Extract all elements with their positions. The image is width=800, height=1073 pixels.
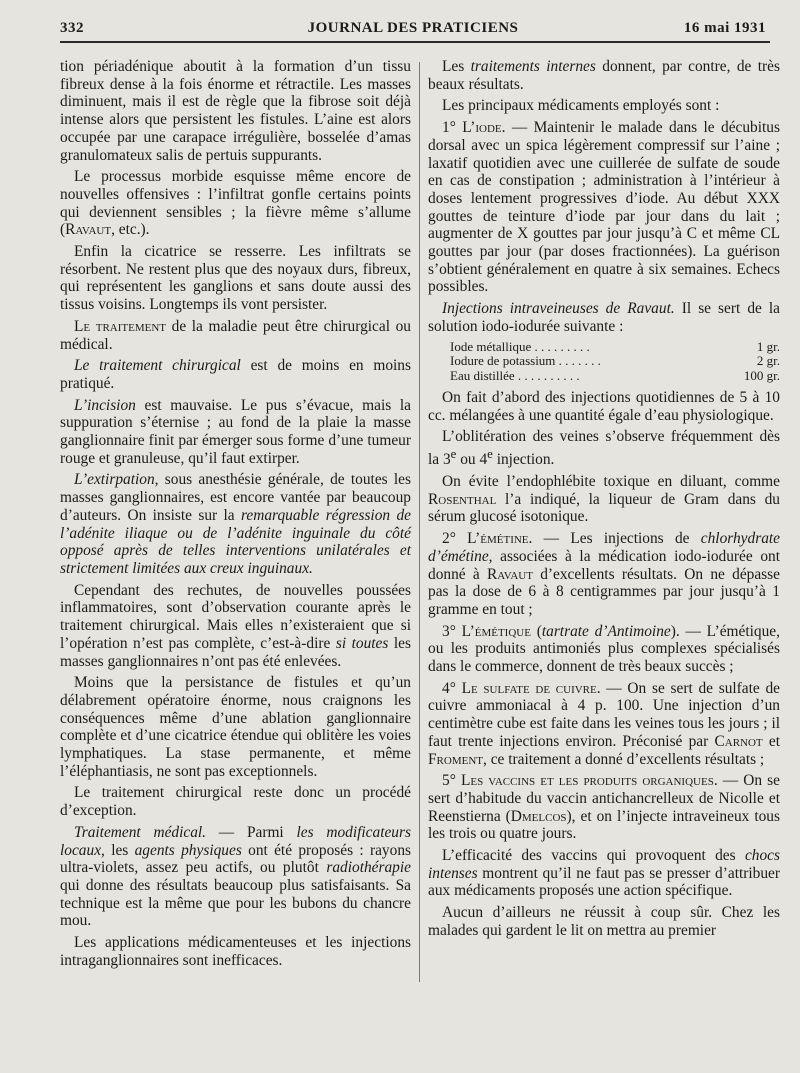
paragraph: Moins que la persistance de fistules et qu’un délabrement opératoire énorme, nous craignons les conséquences même d’une ablation ganglionnaire complète et d’une cicatrice étendue qui oblitère les voies lymphatiques. La stase permanente, et même l’éléphantiasis, ne sont pas exceptionnels. [60,674,411,780]
paragraph: Le traitement chirurgical est de moins en moins pratiqué. [60,357,411,392]
section-heading: L’émétine. [467,530,533,548]
author-name: Ravaut [65,221,112,239]
paragraph: Les principaux médicaments employés sont : [442,97,720,115]
paragraph: On évite l’endophlébite toxique en diluant, comme Rosenthal l’a indiqué, la liqueur de Gram dans du sérum glucosé isotonique. [428,472,780,526]
paragraph: L’extirpation, sous anesthésie générale, de toutes les masses ganglionnaires, est encore vantée par beaucoup d’auteurs. On insiste sur la remarquable régression de l’adénite iliaque ou de l’adénite inguinale du côté opposé après de telles interventions unilatérales et strictement limitées aux creux inguinaux. [60,471,411,577]
paragraph: Le processus morbide esquisse même encore de nouvelles offensives : l’infiltrat gonfle certains points qui deviennent sensibles ; la fièvre même s’allume (Ravaut, etc.). [60,168,411,239]
right-column [428,58,780,944]
section-heading: Le traitement [74,317,167,335]
paragraph: L’incision est mauvaise. Le pus s’évacue, mais la suppuration s’éternise ; au fond de la plaie la masse ganglionnaire finit par émerger sous forme d’une tumeur rouge et granuleuse, qu’il faut extirper. [60,396,411,467]
paragraph: Les applications médicamenteuses et les injections intraganglionnaires sont inefficaces. [60,934,411,969]
section-heading: Les vaccins et les produits organiques. [460,772,718,790]
page-number: 332 [60,20,84,36]
paragraph: On fait d’abord des injections quotidiennes de 5 à 10 cc. mélangées à une quantité égale d’eau physiologique. [428,389,780,424]
paragraph: Enfin la cicatrice se resserre. Les infiltrats se résorbent. Ne restent plus que des noyaux durs, fibreux, qui représentent les ganglions et sans doute aussi des tissus voisins. Longtemps ils vont persister. [60,243,411,314]
section-heading: L’iode. [462,119,506,137]
paragraph: 1° L’iode. — Maintenir le malade dans le décubitus dorsal avec un spica légèrement compressif sur l’aine ; laxatif quotidien avec une cuillerée de sulfate de soude en cas de constipation ; administration à l’intérieur à doses lentement progressives d’iode. Au début XXX gouttes de teinture d’iode par jour dans du lait ; augmenter de X gouttes par jour jusqu’à C et même CL gouttes par jour (par doses fractionnées). La guérison s’obtient généralement en quatre à six semaines. Echecs possibles. [428,119,780,296]
issue-date: 16 mai 1931 [683,20,766,36]
paragraph: Traitement médical. — Parmi les modificateurs locaux, les agents physiques ont été proposés : rayons ultra-violets, assez peu actifs, ou plutôt radiothérapie qui donne des résultats beaucoup plus satisfaisants. Sa technique est la même que pour les bubons du chancre mou. [60,823,412,930]
paragraph: Aucun d’ailleurs ne réussit à coup sûr. Chez les malades qui gardent le lit on mettra au premier [428,904,780,939]
header-rule [60,41,770,43]
paragraph: Le traitement de la maladie peut être chirurgical ou médical. [60,317,411,353]
paragraph: L’oblitération des veines s’observe fréquemment dès la 3e ou 4e injection. [428,428,780,469]
journal-title: JOURNAL DES PRATICIENS [307,20,519,36]
paragraph: Injections intraveineuses de Ravaut. Il se sert de la solution iodo-iodurée suivante : [428,300,780,335]
recipe-row: Iode métallique . . . . . . . . . 1 gr. [450,338,780,354]
paragraph: Cependant des rechutes, de nouvelles poussées inflammatoires, sont d’observation courante après le traitement chirurgical. Mais elles n’existeraient que si l’opération n’est pas complète, c’est-à-dire si toutes les masses ganglionnaires n’ont pas été enlevées. [60,581,411,670]
paragraph: 2° L’émétine. — Les injections de chlorhydrate d’émétine, associées à la médication iodo-iodurée ont donné à Ravaut d’excellents résultats. On ne dépasse pas la dose de 6 à 8 centigrammes par jour jusqu’à 1 gramme en tout ; [428,530,781,618]
paragraph: 5° Les vaccins et les produits organiques. — On se sert d’habitude du vaccin antichancrelleux de Nicolle et Reenstierna (Dmelcos), et on l’injecte intraveineux tous les trois ou quatre jours. [428,772,780,843]
section-heading: Le sulfate de cuivre. [461,679,601,697]
recipe-row: Iodure de potassium . . . . . . . 2 gr. [450,353,780,369]
recipe-table [450,340,780,384]
section-heading: L’émétique [461,622,531,640]
column-divider [419,62,420,982]
page-header [60,18,766,40]
left-column [60,58,411,973]
paragraph: 3° L’émétique (tartrate d’Antimoine). — L’émétique, ou les produits antimoniés plus complexes spécialisés dans le commerce, donnent de très beaux succès ; [428,622,780,676]
paragraph: 4° Le sulfate de cuivre. — On se sert de sulfate de cuivre ammoniacal à 4 p. 100. Une injection d’un centimètre cube est faite dans les veines tous les jours ; il faut trente injections environ. Préconisé par Carnot et Froment, ce traitement a donné d’excellents résultats ; [428,679,780,768]
paragraph: Les traitements internes donnent, par contre, de très beaux résultats. [428,58,780,93]
paragraph: Le traitement chirurgical reste donc un procédé d’exception. [60,784,411,820]
recipe-row: Eau distillée . . . . . . . . . . 100 gr. [450,367,780,383]
paragraph: tion périadénique aboutit à la formation d’un tissu fibreux dense à la fois énorme et rétractile. Les masses diminuent, mais il est de règle que la fibrose soit déjà intense alors que persistent les fistules. L’aine est alors occupée par une carapace irrégulière, bosselée d’amas granulomateux salis de pertuis suppurants. [60,58,411,164]
paragraph: L’efficacité des vaccins qui provoquent des chocs intenses montrent qu’il ne faut pas se presser d’attribuer aux médicaments proposés une action spécifique. [428,847,780,900]
